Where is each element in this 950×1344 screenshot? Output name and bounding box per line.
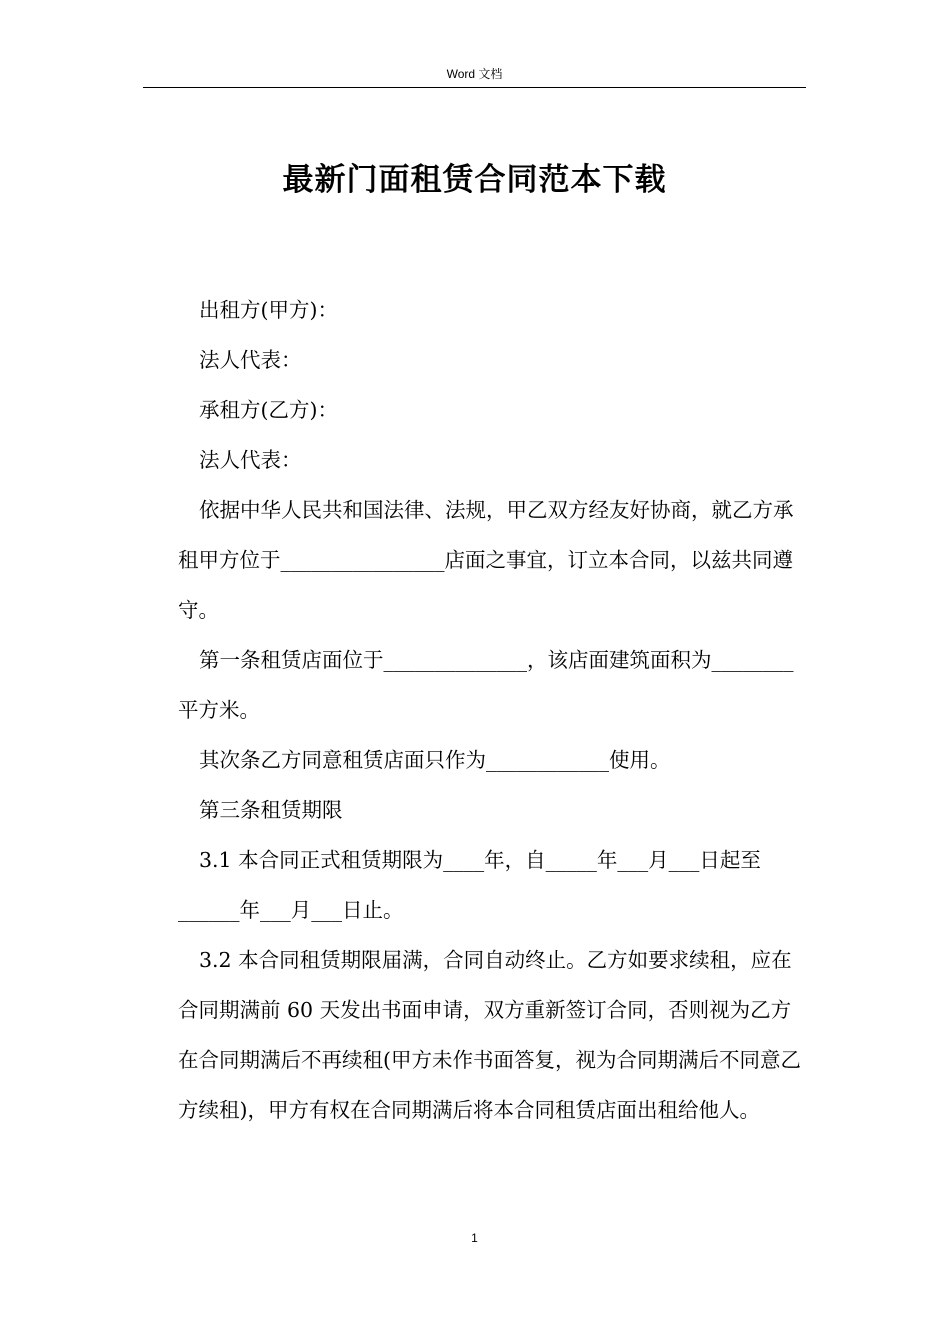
document-body [178, 285, 803, 1135]
page-header: Word 文档 [446, 67, 503, 81]
paragraph-article-1: 第一条租赁店面位于______________，该店面建筑面积为________平方米。 [178, 648, 794, 722]
paragraph-lessee: 承租方(乙方)： [199, 398, 338, 422]
page-number: 1 [471, 1231, 478, 1245]
paragraph-lessee-representative: 法人代表： [199, 448, 302, 472]
paragraph-clause-3-1: 3.1 本合同正式租赁期限为____年，自_____年___月___日起至______年___月___日止。 [178, 848, 761, 922]
paragraph-lessor: 出租方(甲方)： [199, 298, 338, 322]
paragraph-lessor-representative: 法人代表： [199, 348, 302, 372]
paragraph-preamble: 依据中华人民共和国法律、法规，甲乙双方经友好协商，就乙方承租甲方位于________________店面之事宜，订立本合同，以兹共同遵守。 [178, 498, 794, 622]
paragraph-article-2: 其次条乙方同意租赁店面只作为____________使用。 [199, 748, 671, 772]
paragraph-clause-3-2: 3.2 本合同租赁期限届满，合同自动终止。乙方如要求续租，应在合同期满前 60 天发出书面申请，双方重新签订合同，否则视为乙方在合同期满后不再续租(甲方未作书面答复，视为合同期满后不同意乙方续租)，甲方有权在合同期满后将本合同租赁店面出租给他人。 [178, 948, 801, 1122]
document-title: 最新门面租赁合同范本下载 [282, 162, 667, 198]
paragraph-article-3-heading: 第三条租赁期限 [199, 798, 343, 822]
header-divider [143, 87, 806, 88]
